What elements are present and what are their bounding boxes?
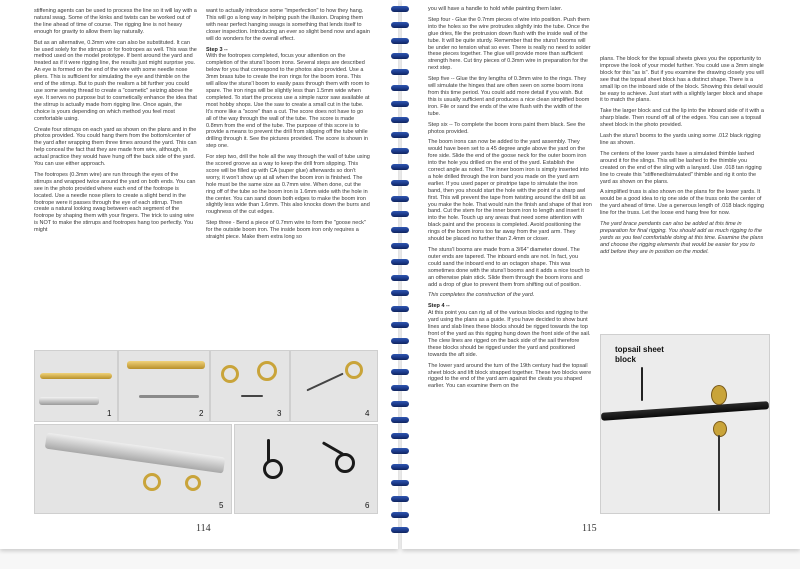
step-heading: Step 4 -- (428, 303, 450, 310)
binding-coil (391, 322, 409, 328)
paragraph: Step five -- Glue the tiny lengths of 0.3mm wire to the rings. They will simulate the hinges that are often seen on some boom irons from this time period. You could add more detail if you wish. But this is usually sufficient and produces a nice clean simplified boom iron. File or sand the ends of the wire flush with the width of the tube. (428, 76, 590, 117)
binding-coil (391, 385, 409, 391)
page-number: 115 (582, 523, 597, 534)
wire-piece (306, 373, 343, 392)
brass-ring (143, 473, 161, 491)
binding-coil (391, 227, 409, 233)
paragraph: But as an alternative, 0.3mm wire can also be substituted. It can be used solely for the stirrups or for footropes as well. This was the method used on the model prototype. If bent around the yard and treated as if it were rigging line, the results just might surprise you. An eye is formed on the end of the wire with some needle nose pliers. This is sufficient for simulating the eye and thimble on the end of the stirrup. But to push the realism a bit further you could use some sewing thread to create a "cosmetic" seizing above the eye. It serves no purpose but to cosmetically enhance the idea that the stirrup is actually made from rigging line. Once again, the choice is yours depending on which method you feel most comfortable using. (34, 39, 197, 122)
binding-coil (391, 354, 409, 360)
page-number: 114 (196, 523, 211, 534)
photo-label: 5 (219, 501, 224, 510)
paragraph: The stuns'l booms are made from a 3/64" diameter dowel. The outer ends are tapered. The inboard ends are not. In fact, you could sand the inboard end to an octagon shape. This was sometimes done with the stuns'l booms and it adds a nice touch to an otherwise plain stick. Slide them through the boom irons and add a drop of glue to prevent them from shifting out of position. (428, 247, 590, 288)
sheet-block (711, 385, 727, 405)
photo-label: 3 (277, 409, 282, 418)
black-boom-iron (263, 459, 283, 479)
binding-coil (391, 512, 409, 518)
binding-coil (391, 448, 409, 454)
brass-ring (221, 365, 239, 383)
binding-coil (391, 417, 409, 423)
brass-ring (185, 475, 201, 491)
photo-step-6 (234, 424, 378, 514)
binding-coil (391, 132, 409, 138)
photo-label: 6 (365, 501, 370, 510)
paragraph: stiffening agents can be used to process the line so it will lay with a natural swag. Some of the kinks and twists can be worked out of the line ahead of time of course. The rigging line is not heavy enough for gravity to allow them lay naturally. (34, 8, 197, 35)
binding-coil (391, 433, 409, 439)
paragraph: Step four - Glue the 0.7mm pieces of wire into position. Push them into the holes so the wire protrudes slightly into the tube. Once the glue dries, file the protrusion down flush with the inside wall of the tube. It will be quite sturdy. Remember that the stuns'l booms will be under no tension what so ever. There is really no need to solder these pieces together. The glue will provide more than sufficient strength here. Cut tiny pieces of 0.3mm wire in preparation for the next step. (428, 16, 591, 72)
file-tool (45, 433, 225, 474)
paragraph: want to actually introduce some "imperfection" to how they hang. This will go a long way in helping push the illusion. Draping them with near perfect hanging swags is something that lends itself to closer inspection. Introducing an ever so slight bend now and again will do wonders for the overall effect. (206, 8, 370, 42)
left-page (0, 0, 398, 549)
photo-step-3 (210, 350, 290, 422)
step-heading: Step 3 -- (206, 46, 228, 53)
paragraph: A simplified truss is also shown on the plans for the lower yards. It would be a good idea to rig one side of the truss onto the center of the yard ahead of time. Use a generous length of .018 black rigging line for the truss. Let the loose end hang free for now. (600, 189, 764, 217)
binding-coil (391, 38, 409, 44)
binding-coil (391, 148, 409, 154)
right-column-1 (428, 6, 592, 394)
paragraph: The centers of the lower yards have a simulated thimble lashed around it for the slings. This will be lashed to the thimble you created on the end of the sling with a lanyard. Use .018 tan rigging line to create this "stiffened/simulated" thimble and rig it onto the yard as shown on the plans. (600, 150, 762, 185)
binding-coil (391, 211, 409, 217)
binding-coil (391, 306, 409, 312)
binding-coil (391, 53, 409, 59)
binding-coil (391, 196, 409, 202)
left-column-2 (206, 8, 370, 245)
binding-coil (391, 496, 409, 502)
paragraph: At this point you can rig all of the various blocks and rigging to the yard using the plans as a guide. If you have decided to show bunt lines and slab lines these blocks should be rigged towards the top front of the yard as this rigging hung down the front side of the sail. The clew lines are rigged on the back side of the sail therefore these blocks should be rigged under the yard and positioned towards the aft side. (428, 310, 591, 358)
binding-coil (391, 6, 409, 12)
paragraph: The lower yard around the turn of the 19th century had the topsail sheet block and lift block strapped together. These two blocks were rigged to the end of the yard arm against the cleats you shaped earlier. You can examine them on the (428, 362, 592, 390)
brass-ring (345, 361, 363, 379)
photo-label: 4 (365, 409, 370, 418)
photo-step-1 (34, 350, 118, 422)
left-column-1 (34, 8, 197, 238)
rigging-line (718, 435, 720, 511)
binding-coil (391, 369, 409, 375)
photo-step-5 (34, 424, 232, 514)
binding-coil (391, 464, 409, 470)
binding-coil (391, 117, 409, 123)
binding-coil (391, 275, 409, 281)
paragraph: Create four stirrups on each yard as shown on the plans and in the photos provided. You could hang them from the bottom/center of the yard after wrapping them three times around the yard. This can help conceal the fact that they are made from wire, although, in actual practice they would have hung off the back side of the yard. You can use either approach. (34, 126, 197, 168)
pointer-line (641, 367, 643, 401)
photo-label: 2 (199, 409, 204, 418)
black-wire (267, 439, 270, 463)
paragraph: Take the larger block and cut the lip into the inboard side of it with a sharp blade. Then round off all of the edges. You can see a topsail sheet block in the photo provided. (600, 108, 764, 129)
drill-bit (139, 395, 199, 398)
paragraph: you will have a handle to hold while painting them later. (428, 6, 563, 12)
binding-coil (391, 290, 409, 296)
photo-step-4 (290, 350, 378, 422)
topsail-sheet-block-photo (600, 334, 770, 514)
binding-coil (391, 22, 409, 28)
binding-coil (391, 527, 409, 533)
brass-tube (127, 361, 205, 369)
paragraph: The footropes (0.3mm wire) are run through the eyes of the stirrups and wrapped twice around the yard on both ends. You can see in the photo provided where each end of the footrope is located. Use a needle nose pliers to create a slight bend in the footrope were it passes through the eye of each stirrup. Then create a natural looking swag between each segment of the footrope by shaping them with your fingers. The trick to using wire is NOT to make the stirrups and footropes hang too perfectly. You might (34, 171, 196, 234)
paragraph: With the footropes completed, focus your attention on the completion of the stuns'l boom irons. Several steps are described below for you that correspond to the photos also provided. Use a 3mm brass tube to create the iron rings for the boom irons. This will allow the stuns'l boom to easily pass through them with room to spare. The iron rings will be slightly less than 1.5mm wide when completed. To start the process use a simple razor saw available at most hobby shops. Use the saw to create a small cut in the tube. It's more like a "score" than a cut. The score does not have to go all of the way through the wall of the tube. The score is made 0.8mm from the end of the tube. The purpose of this score is to provide a means to prevent the drill from slipping off the tube while drilling through it. See the pictures provided. The score is shown in step one. (206, 53, 370, 150)
right-column-2 (600, 56, 764, 260)
paragraph: The yard brace pendants can also be added at this time in preparation for final rigging. You should add as much rigging to the yards as you feel comfortable doing at this time. Examine the plans and choose the rigging elements that would be easier for you to add before they are in position on the model. (600, 221, 764, 255)
wire-piece (241, 395, 263, 397)
binding-coil (391, 180, 409, 186)
paragraph: For step two, drill the hole all the way through the wall of tube using the scored groove as a way to keep the drill from slipping. This score will be filled up with CA (super glue) afterwards so don't worry, it won't show up at all when the boom iron is finished. The hole must be the same size as 0.7mm wire. When done, cut the ring off of the tube so the boom iron is 1.6mm wide with the hole in the center. You can sand down both edges to make the boom iron slightly less wide than 1.6mm. This also knocks down the burrs and roughness of the cut edges. (206, 154, 370, 216)
binding-coil (391, 259, 409, 265)
brass-ring (257, 361, 277, 381)
paragraph: Step six -- To complete the boom irons paint them black. See the photos provided. (428, 121, 586, 135)
binding-coil (391, 401, 409, 407)
paragraph: plans. The block for the topsail sheets gives you the opportunity to improve the look of your model further. You could use a 3mm single block for this "as is". But if you examine the drawing closely you will see that the topsail sheet block has a distinct shape. There is a small lip on the inboard side of the block. Showing this detail would be easy to achieve. Just start with a slightly larger block and shape it to match the plans. (600, 56, 764, 104)
paragraph: This completes the construction of the yard. (428, 292, 535, 299)
paragraph: Step three - Bend a piece of 0.7mm wire to form the "goose neck" for the outside boom iron. The inside boom iron only requires a straight piece. Make them extra long so (206, 220, 366, 241)
binding-coil (391, 85, 409, 91)
binding-coil (391, 101, 409, 107)
paragraph: Lash the stuns'l booms to the yards using some .012 black rigging line as shown. (600, 133, 761, 146)
brass-tube (40, 373, 112, 379)
binding-coil (391, 164, 409, 170)
paragraph: The boom irons can now be added to the yard assembly. They would have been set to a 45 degree angle above the yard on the fore side. Slide the end of the goose neck for the outer boom iron into the hole you drilled on the end of the yard. Establish the correct angle as noted. The inner boom iron is simply inserted into a hole drilled through the iron band you made on the yard arm earlier. If you used paper or pinstripe tape to simulate the iron band, then you should start the hole with the point of a sharp awl first. This will prevent the tape from twisting around the drill bit as you make the hole. That would ruin the finish and shape of that iron band. Cut the stem for the inner boom iron to length and insert it into the hole. Touch up any areas that need some attention with black paint and the process is completed. Avoid positioning the rings of the boom irons too far away from the yard arm. They should be placed no further than 2.4mm or closer. (428, 139, 592, 243)
photo-step-2 (118, 350, 210, 422)
photo-caption: topsail sheet block (615, 345, 664, 364)
photo-label: 1 (107, 409, 112, 418)
lift-block (713, 421, 727, 437)
binding-coil (391, 480, 409, 486)
binding-coil (391, 338, 409, 344)
binding-coil (391, 243, 409, 249)
black-boom-iron (335, 453, 355, 473)
binding-coil (391, 69, 409, 75)
right-page (402, 0, 800, 549)
yard-arm (601, 401, 769, 421)
razor-saw (39, 397, 99, 405)
spiral-binding (389, 0, 411, 549)
black-wire (322, 441, 344, 456)
